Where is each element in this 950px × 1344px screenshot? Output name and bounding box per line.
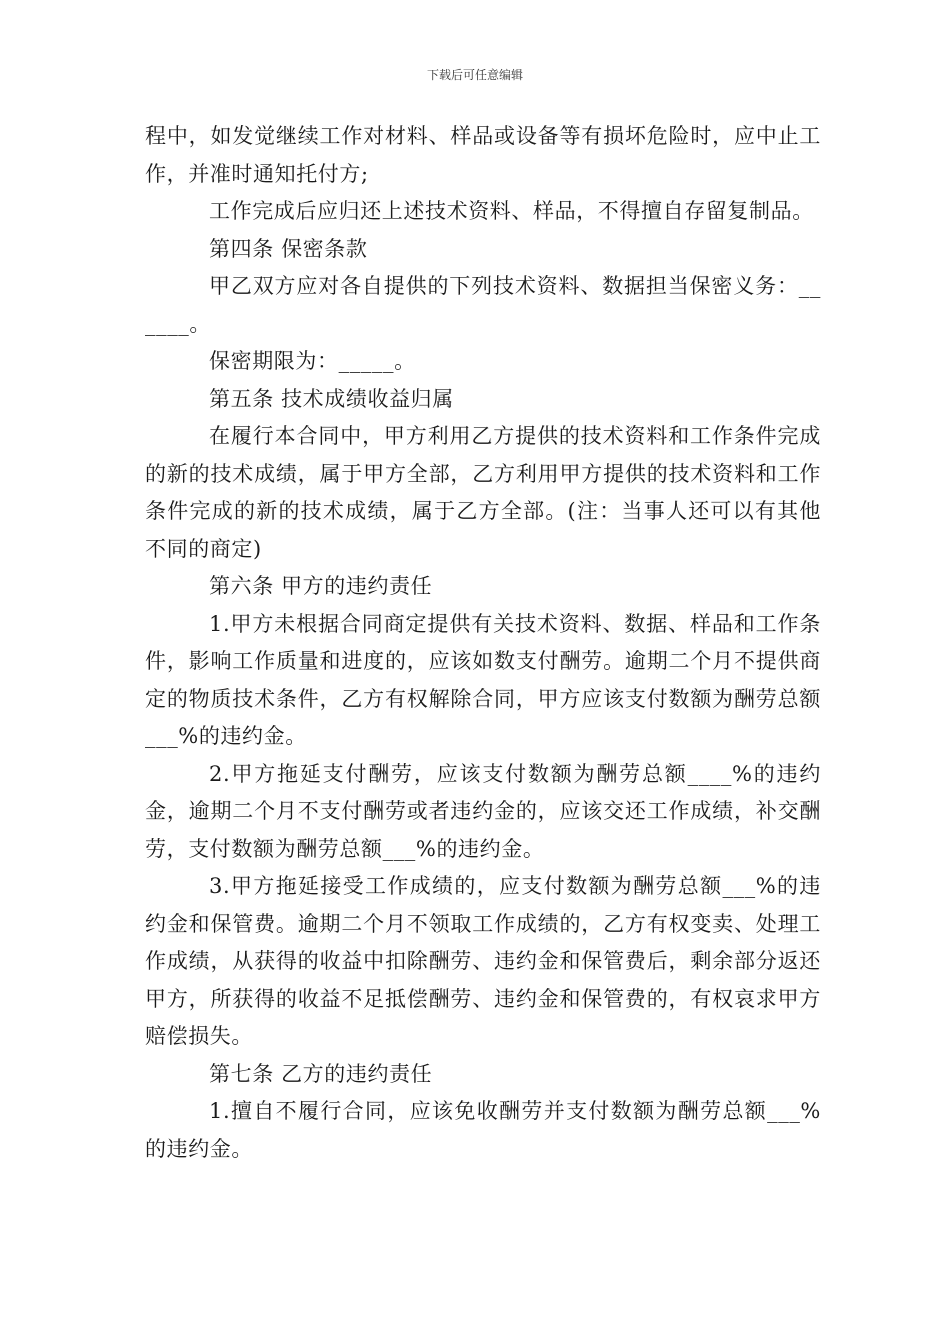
document-body <box>145 118 821 1168</box>
paragraph: 2.甲方拖延支付酬劳，应该支付数额为酬劳总额____%的违约金，逾期二个月不支付酬劳或者违约金的，应该交还工作成绩，补交酬劳，支付数额为酬劳总额___%的违约金。 <box>145 761 821 861</box>
section-heading: 第五条 技术成绩收益归属 <box>209 386 454 411</box>
paragraph: 3.甲方拖延接受工作成绩的，应支付数额为酬劳总额___%的违约金和保管费。逾期二个月不领取工作成绩的，乙方有权变卖、处理工作成绩，从获得的收益中扣除酬劳、违约金和保管费后，剩余部分返还甲方，所获得的收益不足抵偿酬劳、违约金和保管费的，有权哀求甲方赔偿损失。 <box>145 874 821 1048</box>
page-header: 下载后可任意编辑 <box>426 68 523 82</box>
section-heading: 第六条 甲方的违约责任 <box>209 574 433 598</box>
section-heading: 第四条 保密条款 <box>209 236 368 261</box>
paragraph: 程中，如发觉继续工作对材料、样品或设备等有损坏危险时，应中止工作，并准时通知托付方; <box>145 124 821 186</box>
paragraph: 1.擅自不履行合同，应该免收酬劳并支付数额为酬劳总额___%的违约金。 <box>145 1099 821 1161</box>
paragraph: 工作完成后应归还上述技术资料、样品，不得擅自存留复制品。 <box>209 199 814 223</box>
paragraph: 甲乙双方应对各自提供的下列技术资料、数据担当保密义务：______。 <box>145 274 821 336</box>
paragraph: 在履行本合同中，甲方利用乙方提供的技术资料和工作条件完成的新的技术成绩，属于甲方全部，乙方利用甲方提供的技术资料和工作条件完成的新的技术成绩，属于乙方全部。(注：当事人还可以有其他不同的商定) <box>145 424 821 561</box>
paragraph: 保密期限为：_____。 <box>209 349 416 373</box>
paragraph: 1.甲方未根据合同商定提供有关技术资料、数据、样品和工作条件，影响工作质量和进度的，应该如数支付酬劳。逾期二个月不提供商定的物质技术条件，乙方有权解除合同，甲方应该支付数额为酬劳总额___%的违约金。 <box>145 611 821 748</box>
section-heading: 第七条 乙方的违约责任 <box>209 1061 433 1086</box>
